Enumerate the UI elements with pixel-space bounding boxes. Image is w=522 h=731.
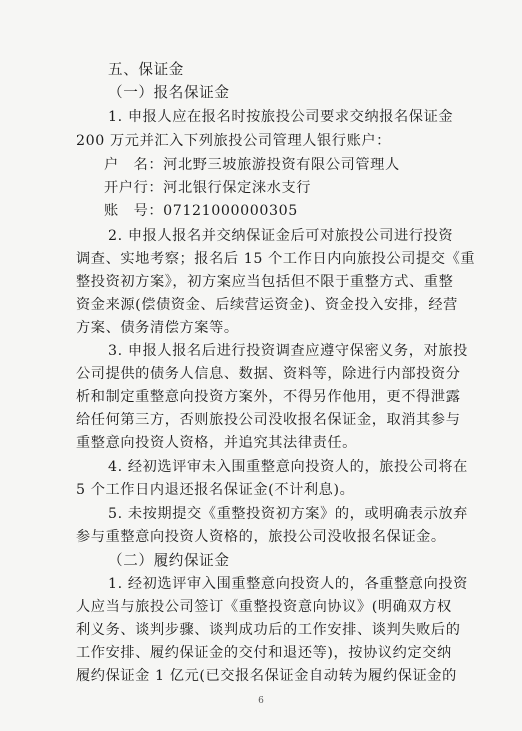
paragraph-4-line: 4. 经初选评审未入围重整意向投资人的，旅投公司将在 — [108, 459, 468, 475]
paragraph-4-line: 5 个工作日内退还报名保证金(不计利息)。 — [76, 482, 355, 498]
paragraph-6-line: 履约保证金 1 亿元(已交报名保证金自动转为履约保证金的 — [76, 668, 457, 684]
paragraph-1-line: 1. 申报人应在报名时按旅投公司要求交纳报名保证金 — [108, 109, 454, 125]
paragraph-3-line: 析和制定重整意向投资方案外，不得另作他用，更不得泄露 — [76, 389, 461, 405]
paragraph-3-line: 3. 申报人报名后进行投资调查应遵守保密义务，对旅投 — [108, 343, 468, 359]
paragraph-3-line: 公司提供的债务人信息、数据、资料等，除进行内部投资分 — [76, 366, 461, 382]
paragraph-2-line: 方案、债务清偿方案等。 — [76, 320, 239, 336]
paragraph-1-line: 200 万元并汇入下列旅投公司管理人银行账户： — [76, 133, 391, 149]
paragraph-2-line: 2. 申报人报名并交纳保证金后可对旅投公司进行投资 — [108, 228, 454, 244]
subsection-title-performance-deposit: （二）履约保证金 — [108, 552, 230, 569]
paragraph-6-line: 1. 经初选评审入围重整意向投资人的，各重整意向投资 — [108, 576, 468, 592]
page-number: 6 — [258, 696, 264, 706]
account-bank-line: 开户行：河北银行保定涞水支行 — [104, 180, 312, 196]
section-title: 五、保证金 — [108, 61, 184, 78]
paragraph-5-line: 参与重整意向投资人资格的，旅投公司没收报名保证金。 — [76, 529, 446, 545]
paragraph-2-line: 调查、实地考察；报名后 15 个工作日内向旅投公司提交《重 — [76, 251, 476, 267]
paragraph-3-line: 给任何第三方，否则旅投公司没收报名保证金，取消其参与 — [76, 412, 461, 428]
paragraph-2-line: 整投资初方案》，初方案应当包括但不限于重整方式、重整 — [76, 274, 454, 290]
account-name-line: 户 名：河北野三坡旅游投资有限公司管理人 — [104, 157, 400, 173]
paragraph-6-line: 人应当与旅投公司签订《重整投资意向协议》(明确双方权 — [76, 599, 452, 615]
paragraph-6-line: 工作安排、履约保证金的交付和退还等)，按协议约定交纳 — [76, 645, 452, 661]
account-number-line: 账 号：07121000000305 — [104, 203, 298, 219]
subsection-title-registration-deposit: （一）报名保证金 — [108, 84, 230, 101]
paragraph-2-line: 资金来源(偿债资金、后续营运资金)、资金投入安排，经营 — [76, 297, 458, 313]
paragraph-6-line: 利义务、谈判步骤、谈判成功后的工作安排、谈判失败后的 — [76, 622, 461, 638]
paragraph-3-line: 重整意向投资人资格，并追究其法律责任。 — [76, 435, 357, 451]
paragraph-5-line: 5. 未按期提交《重整投资初方案》的，或明确表示放弃 — [108, 506, 468, 522]
